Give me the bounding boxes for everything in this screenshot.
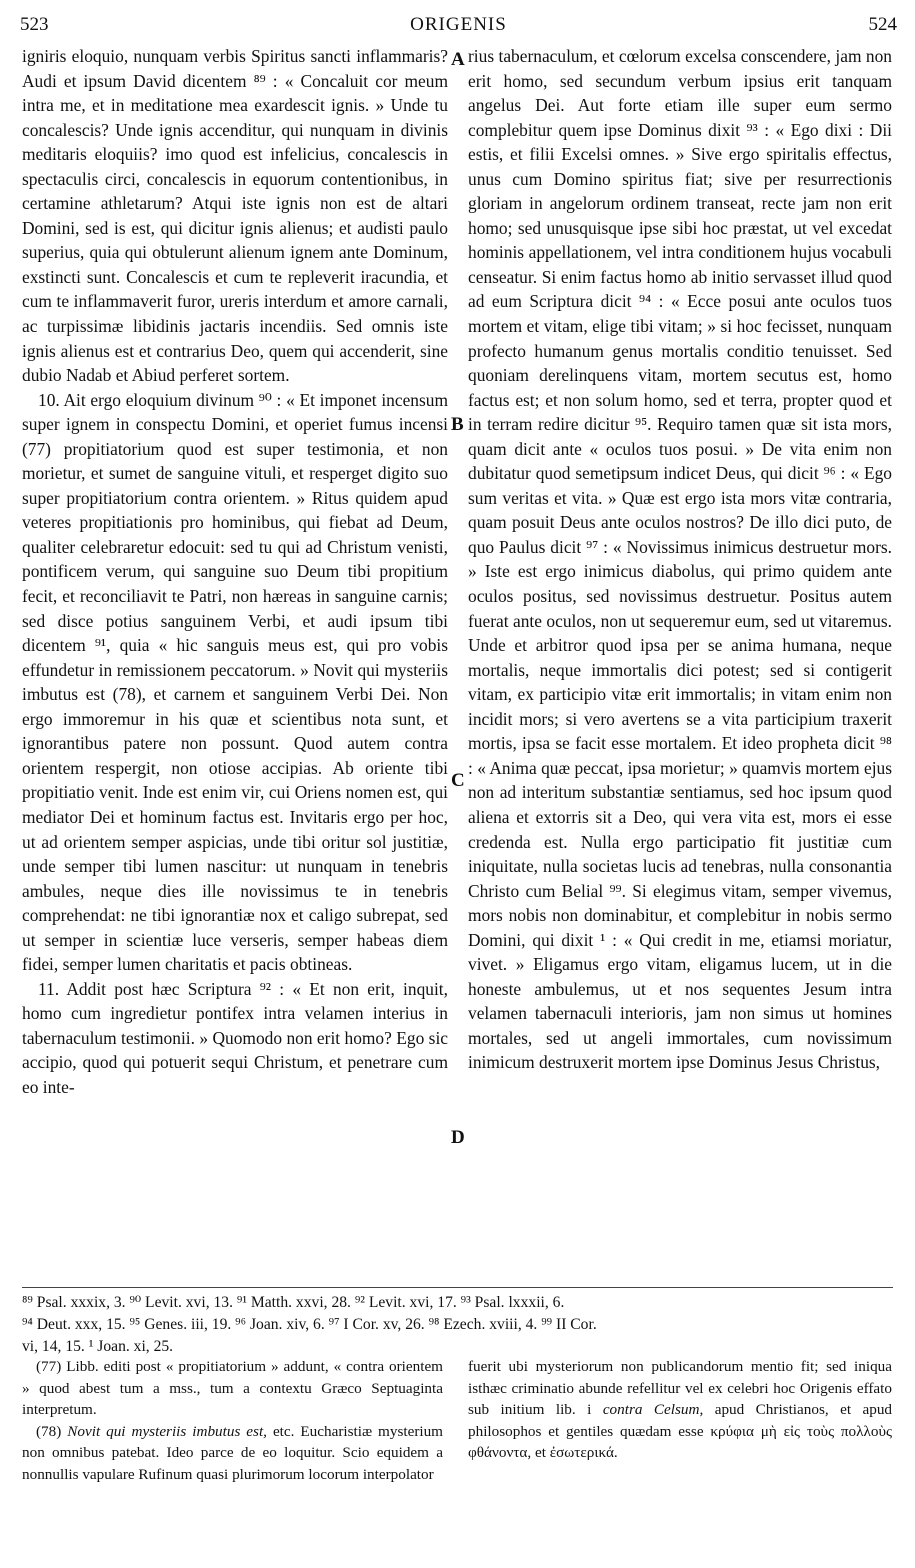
footnote-reference: contra Celsum,: [602, 1401, 704, 1418]
reference-line: vi, 14, 15. ¹ Joan. xi, 25.: [22, 1338, 174, 1355]
footnote-reference: Novit qui mysteriis imbutus est,: [67, 1422, 267, 1440]
margin-mark-d: D: [451, 1127, 465, 1148]
footnotes-left: [22, 1356, 443, 1485]
reference-line: ⁸⁹ Psal. xxxix, 3. ⁹⁰ Levit. xvi, 13. ⁹¹ Matth. xxvi, 28. ⁹² Levit. xvi, 17. ⁹³ Psal. lxxxii, 6.: [22, 1294, 565, 1311]
footnote-text: fuerit ubi mysteriorum non publicandorum mentio fit; sed iniqua isthæc criminatio abunde refellitur vel ex celebri hoc Origenis effato sub initium lib. i: [468, 1358, 892, 1418]
page-number-left: 523: [20, 14, 49, 35]
footnote-78: [22, 1421, 443, 1486]
footnotes-right: [468, 1356, 892, 1464]
paragraph: 11. Addit post hæc Scriptura ⁹² : « Et non erit, inquit, homo cum ingredietur pontifex intra velamen interius in tabernaculum testimonii. » Quomodo non erit homo? Ego sic accipio, quod qui potuerit sequi Christum, et penetrare cum eo inte-: [22, 978, 448, 1097]
right-column: [468, 44, 892, 1075]
footnote-label: (78): [36, 1422, 62, 1440]
page-number-right: 524: [868, 14, 897, 35]
reference-line: ⁹⁴ Deut. xxx, 15. ⁹⁵ Genes. iii, 19. ⁹⁶ Joan. xiv, 6. ⁹⁷ I Cor. xv, 26. ⁹⁸ Ezech. xviii, 4. ⁹⁹ II Cor.: [22, 1316, 597, 1333]
footnote-divider: [22, 1287, 893, 1288]
footnote-continuation: [468, 1356, 892, 1464]
left-column: [22, 44, 448, 1100]
margin-mark-c: C: [451, 770, 465, 791]
footnote-text: etc. Eucharistiæ mysterium non omnibus patebat. Ideo parce de eo loquitur. Scio equidem a nonnullis vapulare Rufinum quasi plurimorum locorum interpolator: [22, 1422, 443, 1483]
margin-mark-b: B: [451, 414, 464, 435]
paragraph: igniris eloquio, nunquam verbis Spiritus sancti inflammaris? Audi et ipsum David dicentem ⁸⁹ : « Concaluit cor meum intra me, et in meditatione mea exardescit ignis. » Unde tu concalescis? Unde ignis accenditur, qui nunquam in divinis meditaris eloquiis? imo quod est infelicius, concalescis in spectaculis circi, concalescis in equorum contentionibus, in certamine athletarum? Atqui iste ignis non est de altari Domini, sed is est, qui dicitur ignis alienus; et audisti paulo superius, quia qui obtulerunt alienum ignem ante Dominum, exstincti sunt. Concalescis et cum te repleverit iracundia, et cum te inflammaverit furor, ureris interdum et amore carnali, ac turpissimæ libidinis jactaris incendiis. Sed omnis iste ignis alienus est et contrarius Deo, quem qui accenderit, sine dubio Nadab et Abiud perferet sortem.: [22, 46, 448, 386]
footnote-text: apud Christianos, et apud philosophos et gentiles quædam esse κρύφια μὴ εἰς τοὺς πολλοὺς φθάνοντα, et ἐσωτερικά.: [468, 1401, 893, 1461]
running-header: [20, 14, 897, 38]
margin-mark-a: A: [451, 49, 465, 70]
paragraph: rius tabernaculum, et cœlorum excelsa conscendere, jam non erit homo, sed secundum verbum ipsius erit tanquam angelus Dei. Aut forte etiam ille super eum sermo complebitur quem ipse Dominus dixit ⁹³ : « Ego dixi : Dii estis, et filii Excelsi omnes. » Sive ergo spiritalis effectus, unus cum Domino spiritus fiat; sive per resurrectionis gloriam in angelorum ordinem transeat, recte jam non erit homo; sed unusquisque ipse sibi hoc præstat, ut vel excedat hominis appellationem, vel intra conditionem hujus vocabuli censeatur. Si enim factus homo ab initio servasset illud quod ad eum Scriptura dicit ⁹⁴ : « Ecce posui ante oculos tuos mortem et vitam, elige tibi vitam; » si hoc fecisset, nunquam profecto humanum genus mortalis conditio tenuisset. Sed quoniam derelinquens vitam, mortem secutus est, homo factus est; et non solum homo, sed et terra, propter quod et in terram redire dicitur ⁹⁵. Requiro tamen quæ sit ista mors, quam dicit ante « oculos tuos posui. » De vita enim non dubitatur quod semetipsum indicet Deus, qui dicit ⁹⁶ : « Ego sum veritas et vita. » Quæ est ergo ista mors vitæ contraria, quam posuit Deus ante oculos nostros? De illo dici puto, de quo Paulus dicit ⁹⁷ : « Novissimus inimicus destruetur mors. » Iste est ergo inimicus diabolus, qui primo quidem ante oculos positus, sed novissimus destruetur. Positus autem fuerat ante oculos, non ut sequeremur eum, sed ut vitaremus. Unde et arbitror quod ipsa per se anima humana, neque mortalis, neque immortalis dici potest; sed si contigerit vitam, ex participio vitæ erit immortalis; in vitam enim non incidit mors; si vero avertens se a vita participium traxerit mortis, ipsa se facit esse mortalem. Et ideo propheta dicit ⁹⁸ : « Anima quæ peccat, ipsa morietur; » quamvis mortem ejus non ad interitum substantiæ sentiamus, sed hoc ipsum quod aliena et extorris sit a Deo, qui vera vita est, mors ei esse credenda est. Nulla ergo participatio fit justitiæ cum iniquitate, nulla societas lucis ad tenebras, nulla consonantia Christo cum Belial ⁹⁹. Si elegimus vitam, semper vivemus, mors nobis non dominabitur, et complebitur in nobis sermo Domini, qui dixit ¹ : « Qui credit in me, etiamsi moriatur, vivet. » Eligamus ergo vitam, eligamus lucem, ut in die honeste ambulemus, ut et nos sequentes Jesum intra velamen tabernaculi interioris, jam non simus ut homines mortales, sed ut angeli immortales, cum novissimum inimicum destruxerit mortem ipse Dominus Jesus Christus,: [468, 46, 892, 1073]
scripture-references: [22, 1292, 894, 1358]
footnote-77: (77) Libb. editi post « propitiatorium » addunt, « contra orientem » quod abest tum a mss., tum a contextu Græco Septuaginta interpretum.: [22, 1358, 443, 1418]
paragraph: 10. Ait ergo eloquium divinum ⁹⁰ : « Et imponet incensum super ignem in conspectu Domini, et operiet fumus incensi (77) propitiatorium quod est super testimonia, et non morietur, et sumet de sanguine vituli, et resperget digito suo super propitiatorium contra orientem. » Ritus quidem apud veteres propitiationis pro hominibus, qui fiebat ad Deum, qualiter celebraretur edocuit: sed tu qui ad Christum venisti, pontificem verum, qui sanguine suo Deum tibi propitium fecit, et reconciliavit te Patri, non hæreas in sanguine carnis; sed disce potius sanguinem Verbi, et audi ipsum tibi dicentem ⁹¹, quia « hic sanguis meus est, qui pro vobis effundetur in remissionem peccatorum. » Novit qui mysteriis imbutus est (78), et carnem et sanguinem Verbi Dei. Non ergo immoremur in his quæ et scientibus nota sunt, et ignorantibus patere non possunt. Quod autem contra orientem respergit, non otiose accipias. Ab oriente tibi propitiatio venit. Inde est enim vir, cui Oriens nomen est, qui mediator Dei et hominum factus est. Invitaris ergo per hoc, ut ad orientem semper aspicias, unde tibi oritur sol justitiæ, unde semper tibi lumen nascitur: ut nunquam in tenebris ambules, neque dies ille novissimus te in tenebris comprehendat: ne tibi ignorantiæ nox et caligo subrepat, sed ut semper in scientiæ luce verseris, semper habeas diem fidei, semper lumen charitatis et pacis obtineas.: [22, 389, 448, 975]
running-title: ORIGENIS: [410, 14, 507, 35]
